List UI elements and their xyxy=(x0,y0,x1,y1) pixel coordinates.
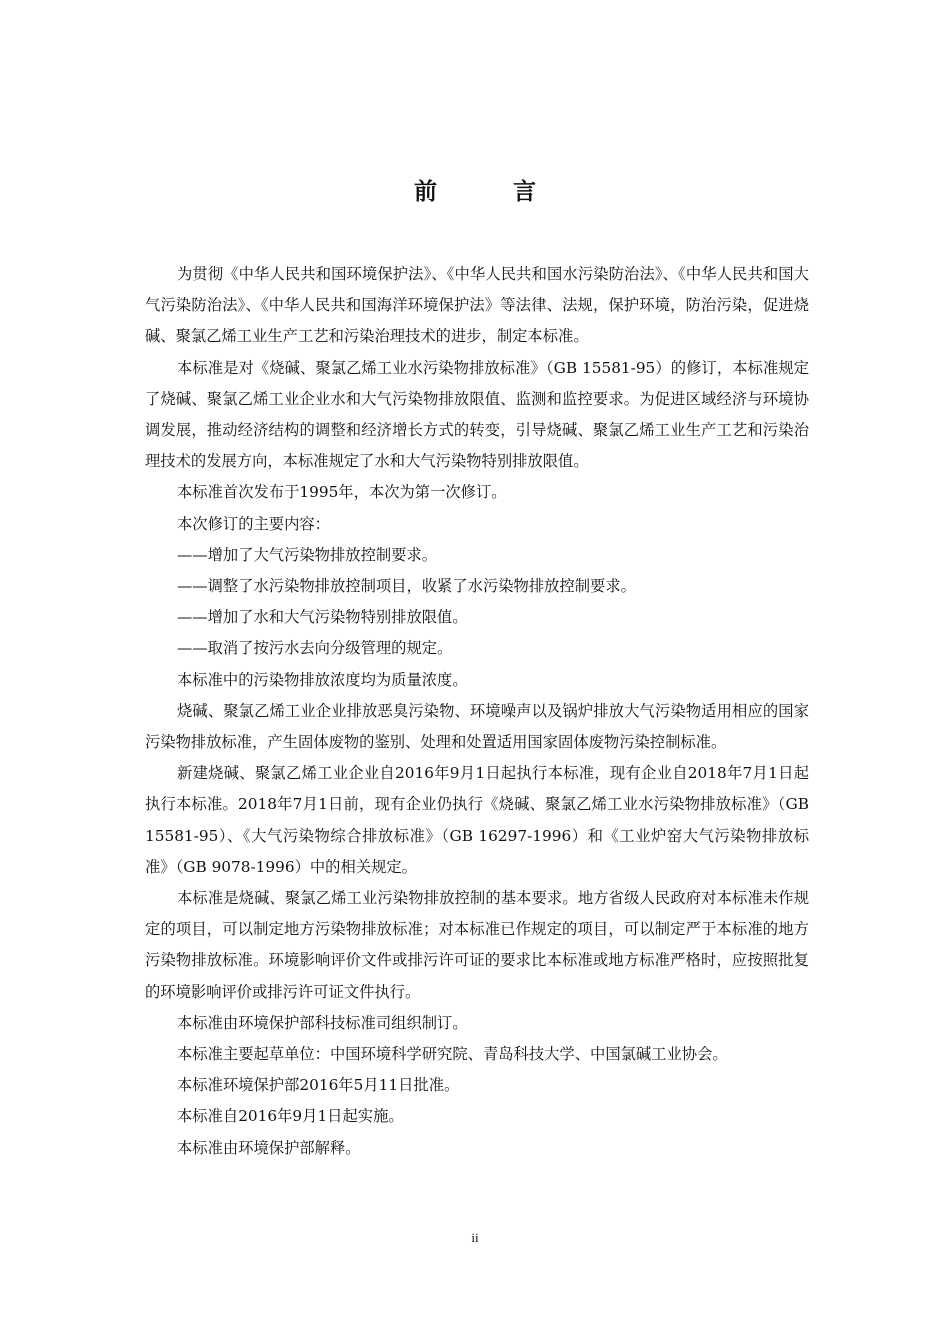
paragraph-concentration: 本标准中的污染物排放浓度均为质量浓度。 xyxy=(177,670,468,689)
paragraph-interpretation: 本标准由环境保护部解释。 xyxy=(177,1138,361,1157)
paragraph-revision-scope: 本标准是对《烧碱、聚氯乙烯工业水污染物排放标准》（GB 15581-95）的修订，本标准规定了烧碱、聚氯乙烯工业企业水和大气污染物排放限值、监测和监控要求。为促进区域经济与环境协调发展，推动经济结构的调整和经济增长方式的转变，引导烧碱、聚氯乙烯工业生产工艺和污染治理技术的发展方向，本标准规定了水和大气污染物特别排放限值。 xyxy=(145,358,809,471)
paragraph-main-changes-heading: 本次修订的主要内容： xyxy=(177,514,330,533)
page-number: ii xyxy=(471,1230,479,1245)
paragraph-first-release: 本标准首次发布于1995年，本次为第一次修订。 xyxy=(177,483,507,502)
list-item-change-2: ——调整了水污染物排放控制项目，收紧了水污染物排放控制要求。 xyxy=(177,577,636,596)
paragraph-organizer: 本标准由环境保护部科技标准司组织制订。 xyxy=(177,1013,468,1032)
paragraph-effective-date: 本标准自2016年9月1日起实施。 xyxy=(177,1107,404,1126)
paragraph-implementation-dates: 新建烧碱、聚氯乙烯工业企业自2016年9月1日起执行本标准，现有企业自2018年7月1日起执行本标准。2018年7月1日前，现有企业仍执行《烧碱、聚氯乙烯工业水污染物排放标准》（GB 15581-95）、《大气污染物综合排放标准》（GB 16297-1996）和《工业炉窑大气污染物排放标准》（GB 9078-1996）中的相关规定。 xyxy=(145,764,809,876)
foreword-body xyxy=(145,259,809,1164)
paragraph-local-standards: 本标准是烧碱、聚氯乙烯工业污染物排放控制的基本要求。地方省级人民政府对本标准未作规定的项目，可以制定地方污染物排放标准；对本标准已作规定的项目，可以制定严于本标准的地方污染物排放标准。环境影响评价文件或排污许可证的要求比本标准或地方标准严格时，应按照批复的环境影响评价或排污许可证文件执行。 xyxy=(145,889,809,1001)
paragraph-applicable-standards: 烧碱、聚氯乙烯工业企业排放恶臭污染物、环境噪声以及锅炉排放大气污染物适用相应的国家污染物排放标准，产生固体废物的鉴别、处理和处置适用国家固体废物污染控制标准。 xyxy=(145,701,809,752)
list-item-change-3: ——增加了水和大气污染物特别排放限值。 xyxy=(177,608,468,627)
paragraph-drafting-units: 本标准主要起草单位：中国环境科学研究院、青岛科技大学、中国氯碱工业协会。 xyxy=(177,1045,728,1064)
paragraph-purpose: 为贯彻《中华人民共和国环境保护法》、《中华人民共和国水污染防治法》、《中华人民共和国大气污染防治法》、《中华人民共和国海洋环境保护法》等法律、法规，保护环境，防治污染，促进烧碱、聚氯乙烯工业生产工艺和污染治理技术的进步，制定本标准。 xyxy=(145,265,809,346)
list-item-change-1: ——增加了大气污染物排放控制要求。 xyxy=(177,545,438,564)
page-title: 前 言 xyxy=(413,179,570,205)
list-item-change-4: ——取消了按污水去向分级管理的规定。 xyxy=(177,639,453,658)
paragraph-approval: 本标准环境保护部2016年5月11日批准。 xyxy=(177,1076,460,1095)
